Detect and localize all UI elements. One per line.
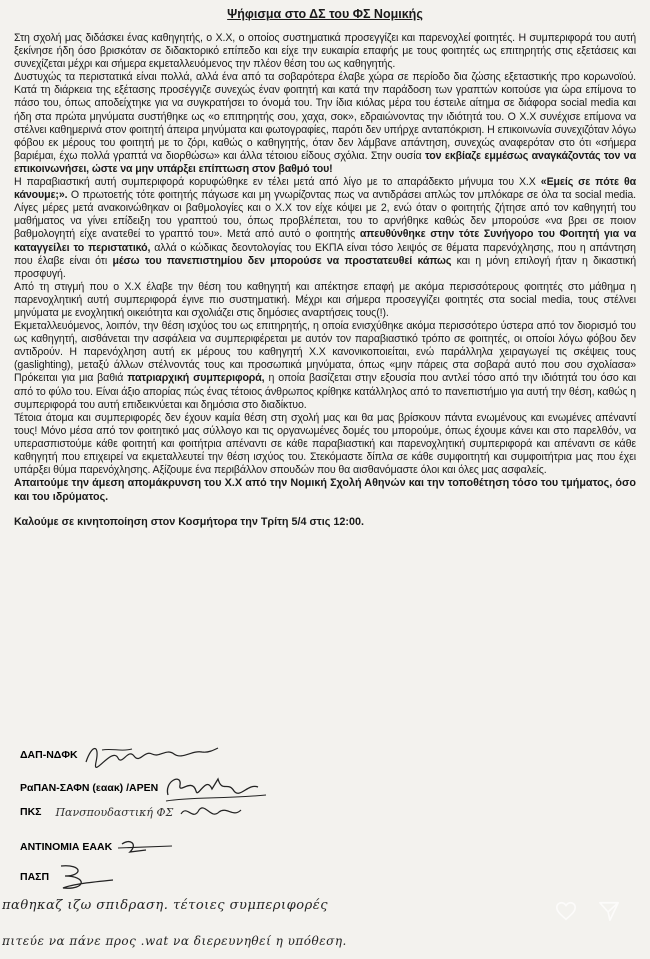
signatory-label: ΠΚΣ xyxy=(20,806,42,818)
signatory-row xyxy=(20,862,133,892)
signatory-row xyxy=(20,836,176,858)
signatory-label: ΡαΠΑΝ-ΣΑΦΝ (εαακ) /ΑΡΕΝ xyxy=(20,782,159,794)
paragraph-text: Στη σχολή μας διδάσκει ένας καθηγητής, ο Χ.Χ, ο οποίος συστηματικά προσεγγίζει και παρενοχλεί φοιτητές. Η συμπεριφορά του αυτή ξεκίνησε ήδη όσο βρισκόταν σε διδακτορικό επίπεδο και είχε την ευκαιρία επαφής με τους φοιτητές ως επιτηρητής στις εξετάσεις και συνεχίζεται μέχρι και σήμερα εκμεταλλευόμενος την πλέον θέση του ως καθηγητής. xyxy=(14,32,636,71)
paragraph-text: η οποία βασίζεται στην εξουσία που αντλεί τόσο από την ιδιότητά του όσο και από το φύλο του. Είναι άξιο απορίας πώς ένας τέτοιος άνθρωπος κρίθηκε κατάλληλος από το πανεπιστήμιο για αυτή την θέση, καθώς η συμπεριφορά του αυτή επιδεικνύεται και δημόσια στο διαδίκτυο. xyxy=(14,372,636,411)
signature-scribble xyxy=(177,800,247,824)
body-paragraph xyxy=(14,320,636,412)
paragraph-text: και η μόνη επιλογή ήταν η δικαστική προσφυγή. xyxy=(14,254,636,280)
paragraph-text: αλλά ο κώδικας δεοντολογίας του ΕΚΠΑ είναι τόσο λειψός σε θέματα παρενόχλησης, που η απάντηση που έλαβε είναι ότι xyxy=(14,241,636,267)
document-title: Ψήφισμα στο ΔΣ του ΦΣ Νομικής xyxy=(227,7,423,21)
body-paragraph xyxy=(14,281,636,320)
send-icon[interactable] xyxy=(598,900,620,922)
signatory-row xyxy=(20,800,247,824)
emphasis-text: «Εμείς σε πότε θα κάνουμε;». xyxy=(14,176,636,202)
emphasis-text: τον εκβίαζε εμμέσως αναγκάζοντάς τον να επικοινωνήσει, ώστε να μην υπάρξει επίπτωση στον βαθμό του! xyxy=(14,149,636,175)
demand-statement: Απαιτούμε την άμεση απομάκρυνση του Χ.Χ από την Νομική Σχολή Αθηνών και την τοποθέτηση τόσο του τμήματος, όσο και του ιδρύματος. xyxy=(14,477,636,503)
signature-scribble xyxy=(53,862,133,892)
signatory-label: ΔΑΠ-ΝΔΦΚ xyxy=(20,749,78,761)
body-paragraph xyxy=(14,176,636,281)
signature-scribble xyxy=(116,836,176,858)
handwritten-note: πιτεύε να πάνε προς .wat να διερευνηθεί η υπόθεση. xyxy=(2,934,347,948)
signature-handwriting: Πανσπουδαστική ΦΣ xyxy=(55,805,174,819)
emphasis-text: πατριαρχική συμπεριφορά, xyxy=(127,372,265,385)
signatory-label: ΑΝΤΙΝΟΜΙΑ ΕΑΑΚ xyxy=(20,841,113,853)
paragraph-text: Εκμεταλλευόμενος, λοιπόν, την θέση ισχύος του ως επιτηρητής, η οποία ενισχύθηκε ακόμα περισσότερο ύστερα από τον διορισμό του ως καθηγητή, αισθάνεται την ασφάλεια να συμπεριφέρεται με αυτόν τον παραβιαστικό τρόπο σε φοιτητές, οι οποίοι λόγω φόβου δεν αντιδρούν. Η παρενόχληση αυτή εκ μέρους του καθηγητή Χ.Χ κανονικοποιείται, ενώ παράλληλα χειραγωγεί τις σκέψεις τους (gaslighting), μεταξύ άλλων στέλνοντάς τους και προσωπικά μηνύματα, όπως «μην πάρεις στα σοβαρά αυτό που σου σχολίασα» Πρόκειται για μια βαθιά xyxy=(14,320,636,385)
signature-scribble xyxy=(82,740,222,770)
paragraph-text: Τέτοια άτομα και συμπεριφορές δεν έχουν καμία θέση στη σχολή μας και θα μας βρίσκουν πάντα ενωμένους και ενωμένες απέναντί τους! Μόνο μέσα από τον φοιτητικό μας σύλλογο και τις οργανωμένες δομές του μπορούμε, όπως έχουμε κάνει και στο παρελθόν, να υπερασπιστούμε κάθε φοιτητή και φοιτήτρια απέναντι σε κάθε παραβιαστική και παρενοχλητική συμπεριφορά και απέναντι σε κάθε καθηγητή που επιχειρεί να εκμεταλλευτεί την θέση ισχύος του. Στεκόμαστε δίπλα σε κάθε συμφοιτητή και συμφοιτήτρια μας που έχει υπάρξει θύμα παρενόχλησης. Αξίζουμε ένα περιβάλλον σπουδών που θα αισθανόμαστε όλοι και όλες μας ασφαλείς. xyxy=(14,411,636,477)
resolution-body xyxy=(14,32,636,477)
paragraph-text: Από τη στιγμή που ο Χ.Χ έλαβε την θέση του καθηγητή και απέκτησε επαφή με ακόμα περισσότερους φοιτητές στο μάθημα η παρενοχλητική αυτή συμπεριφορά έγινε πιο συστηματική. Μέχρι και σήμερα προσεγγίζει φοιτητές στα social media, τους στέλνει μηνύματα με ενοχλητική οικειότητα και σχολιάζει στις δημόσιες αναρτήσεις τους(!). xyxy=(14,280,636,319)
mobilization-call: Καλούμε σε κινητοποίηση στον Κοσμήτορα την Τρίτη 5/4 στις 12:00. xyxy=(14,516,364,528)
signatory-label: ΠΑΣΠ xyxy=(20,871,50,883)
paragraph-text: Ο πρωτοετής τότε φοιτητής πάγωσε και μη γνωρίζοντας πως να αντιδράσει απλώς τον μπλόκαρε σε όλα τα social media. Λίγες μέρες μετά ανακοινώθηκαν οι βαθμολογίες και ο Χ.Χ τον είχε κόψει με 2, ενώ όταν ο φοιτητής ζήτησε από τον καθηγητή του μαθήματος να γίνει επίδειξη του γραπτού του, όπως προβλέπεται, του το αρνήθηκε καθώς δεν μπορούσε «να βρει σε ποιον βαθμολογητή είχε ανατεθεί το γραπτό του». Μετά από αυτό ο φοιτητής xyxy=(14,189,636,241)
emphasis-text: απευθύνθηκε στην τότε Συνήγορο του Φοιτητή για να καταγγείλει το περιστατικό, xyxy=(14,228,636,254)
paragraph-text: Δυστυχώς τα περιστατικά είναι πολλά, αλλά ένα από τα σοβαρότερα έλαβε χώρα σε περίοδο δια ζώσης εξεταστικής προ κορωνοϊού. Κατά τη διάρκεια της εξέτασης προσέγγιζε συνεχώς έναν φοιτητή και κατά την παράδοση των γραπτών κοιτούσε για ώρα επίμονα το πάσο του, όπως αποδείχτηκε για να συγκρατήσει το όνομά του. Την ίδια κιόλας μέρα του έστειλε αίτημα σε διάφορα social media και ήδη στα πρώτα μηνύματα συστήθηκε ως «ο επιτηρητής σου, χαχα, σοκ», εδραιώνοντας την ιδιότητά του. Ο Χ.Χ συνέχισε επίμονα να στέλνει καθημερινά στον φοιτητή άπειρα μηνύματα και φωτογραφίες, παρότι δεν υπήρχε ανταπόκριση. Η επικοινωνία συνεχιζόταν λόγω φόβου εκ μέρους του φοιτητή με το ζόρι, καθώς ο καθηγητής, όταν δεν λάμβανε απάντηση, συνεχώς αναφερόταν στο ότι «σήμερα βαριέμαι, έχω πολλά γραπτά να διορθώσω» και άλλα τέτοιου είδους σχόλια. Στην ουσία xyxy=(14,71,636,162)
signatory-row xyxy=(20,740,222,770)
emphasis-text: μέσω του πανεπιστημίου δεν μπορούσε να προστατευθεί κάπως xyxy=(112,254,452,267)
handwritten-note: παθηκαζ ιζω σπιδραση. τέτοιες συμπεριφορές xyxy=(2,898,328,913)
paragraph-text: Η παραβιαστική αυτή συμπεριφορά κορυφώθηκε εν τέλει μετά από λίγο με το απαράδεκτο μήνυμα του Χ.Χ xyxy=(14,176,541,189)
heart-icon[interactable] xyxy=(555,900,577,922)
body-paragraph xyxy=(14,412,636,477)
body-paragraph xyxy=(14,71,636,176)
body-paragraph xyxy=(14,32,636,71)
resolution-document xyxy=(14,6,636,528)
